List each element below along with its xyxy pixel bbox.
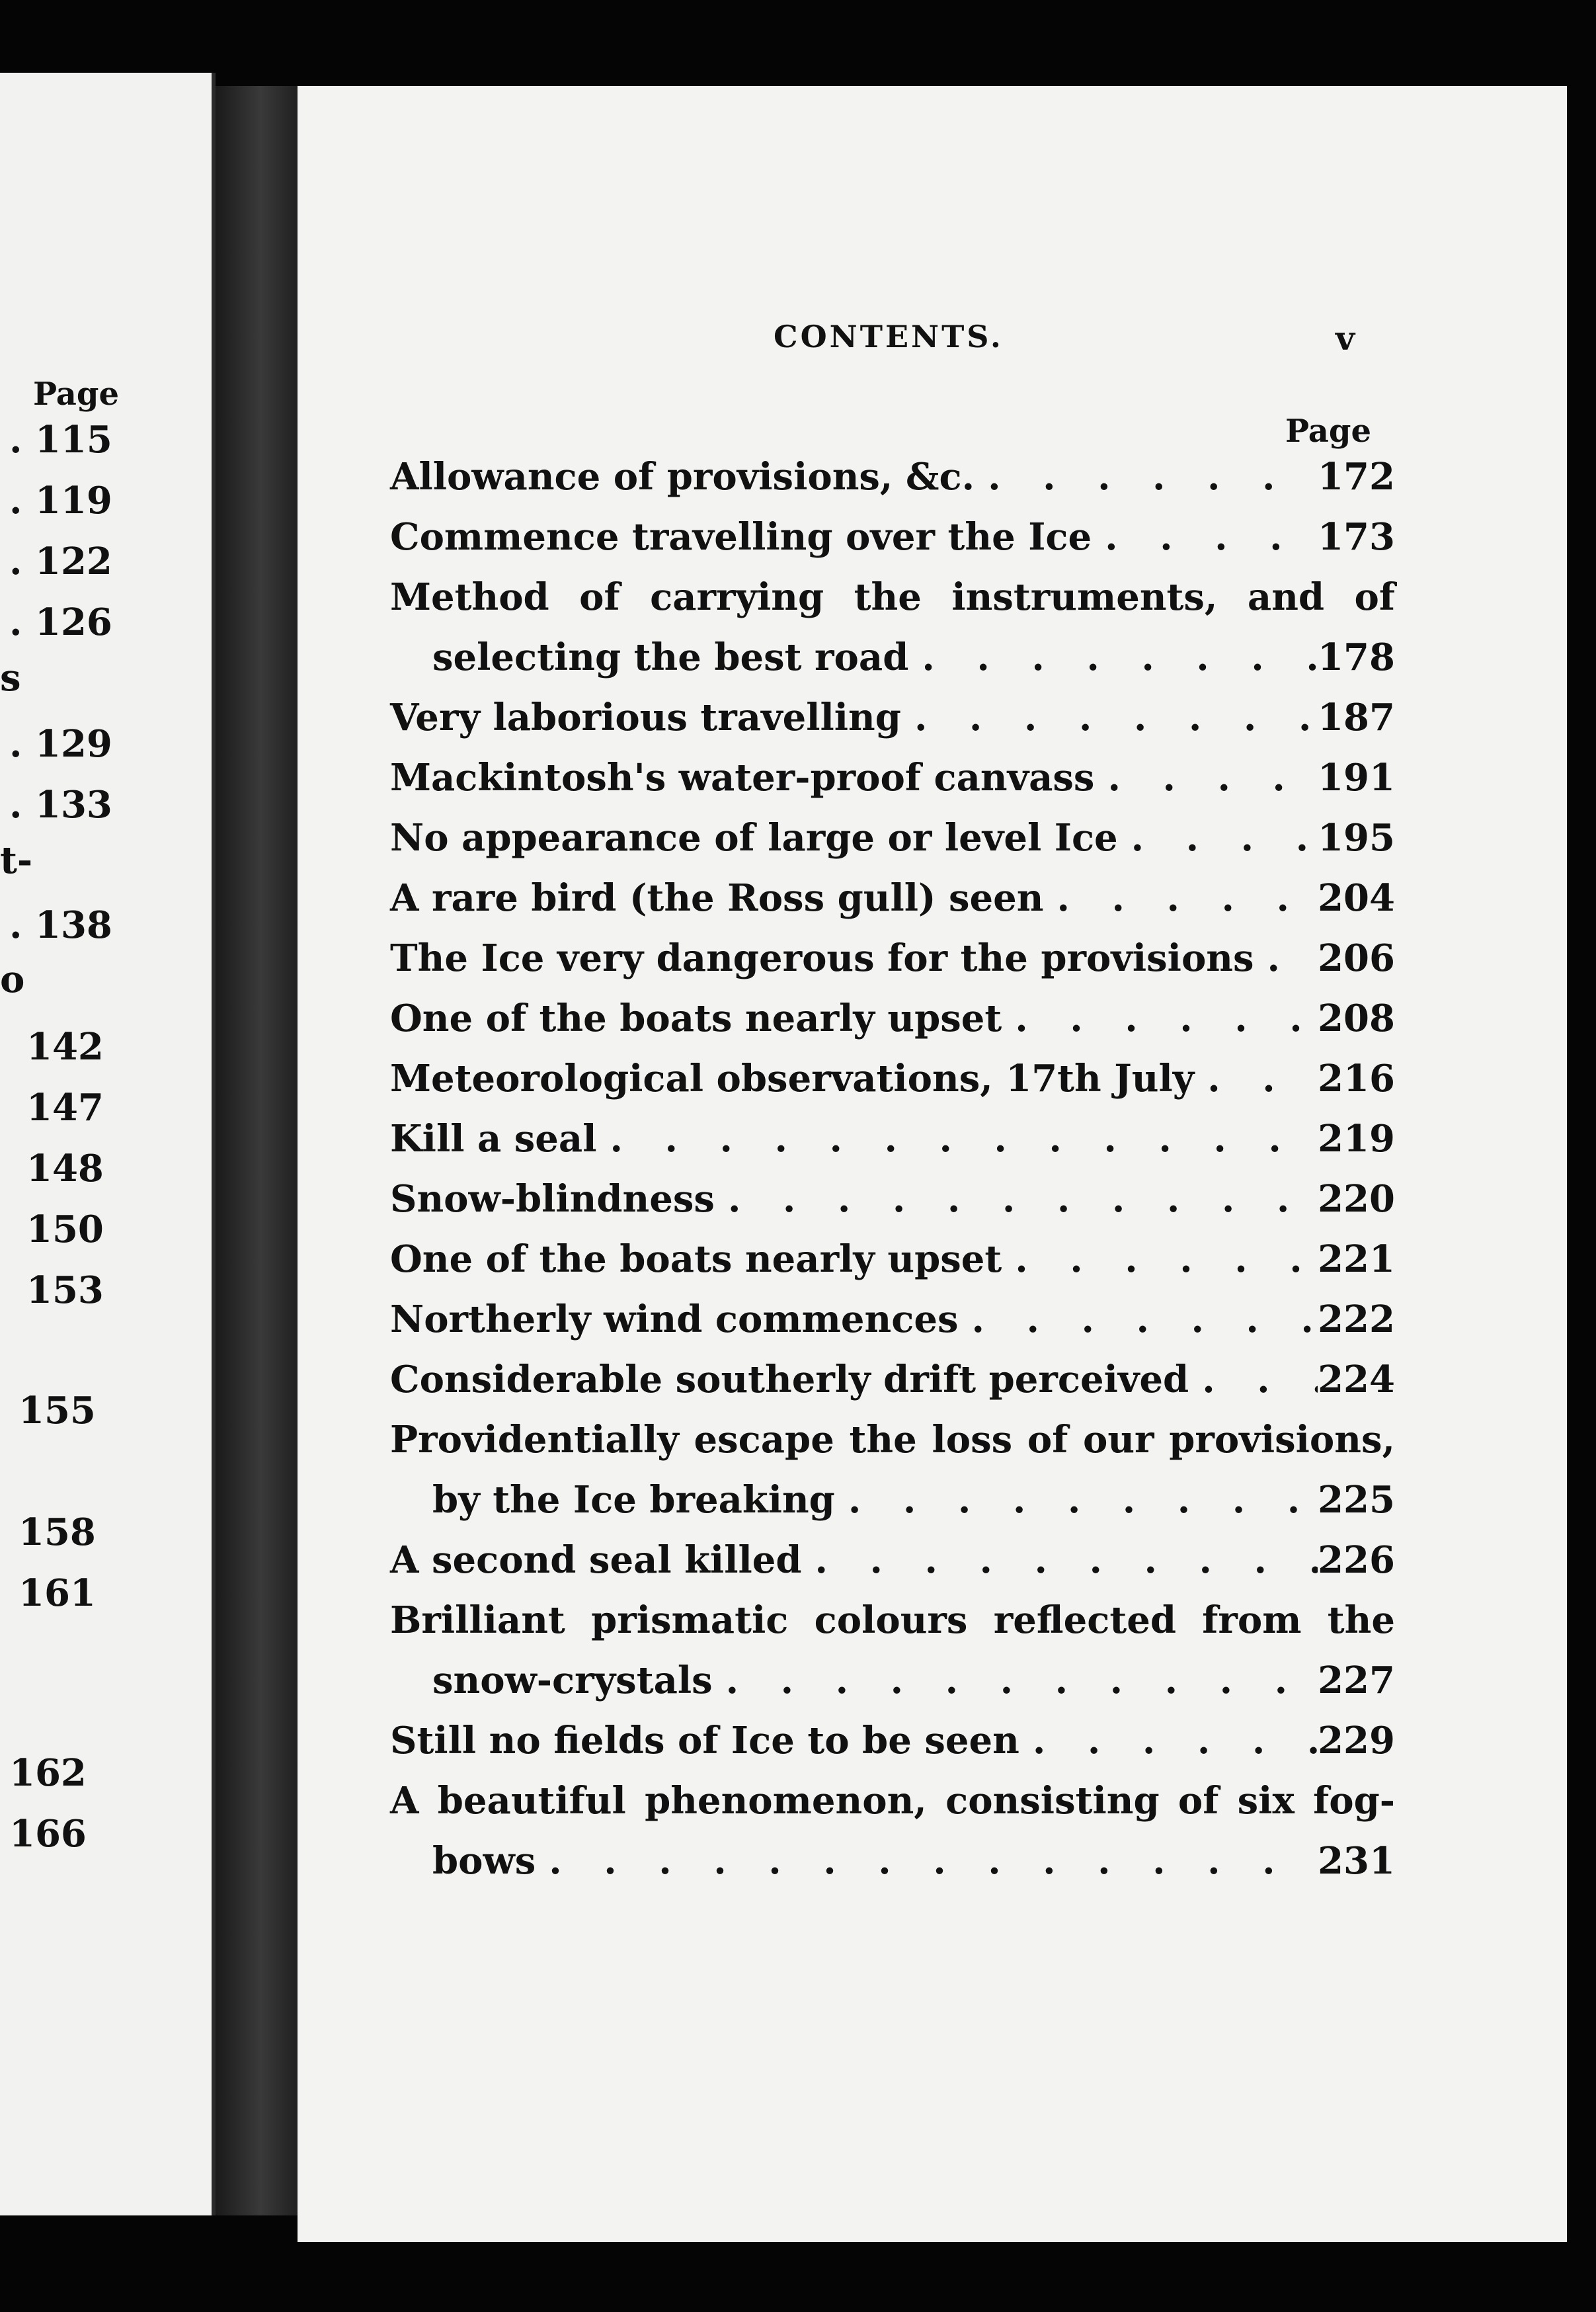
toc-entry: selecting the best road . . . 178 <box>390 628 1395 688</box>
toc-page-number: 220 <box>1318 1177 1395 1221</box>
toc-entry-line: Method of carrying the instruments, and of <box>390 575 1395 619</box>
table-of-contents <box>390 447 1395 1891</box>
left-page-number: 150 <box>26 1208 104 1251</box>
toc-entry: Meteorological observations, 17th July . . . 216 <box>390 1049 1395 1109</box>
toc-entry: One of the boats nearly upset . . . 221 <box>390 1229 1395 1290</box>
toc-page-number: 204 <box>1318 876 1395 920</box>
toc-entry: Commence travelling over the Ice . . . 173 <box>390 507 1395 567</box>
left-page-number: . 119 <box>9 479 112 522</box>
left-page-number: . 115 <box>9 418 112 462</box>
toc-page-number: 222 <box>1318 1298 1395 1341</box>
toc-entry: No appearance of large or level Ice . . . 195 <box>390 808 1395 868</box>
toc-entry: Considerable southerly drift perceived . . . 224 <box>390 1350 1395 1410</box>
toc-entry: snow-crystals . . . 227 <box>390 1651 1395 1711</box>
left-page-number: 166 <box>9 1812 87 1856</box>
left-page-number: 162 <box>9 1751 87 1795</box>
left-page-fragment: s <box>0 656 21 700</box>
toc-entry: by the Ice breaking . . . 225 <box>390 1470 1395 1530</box>
left-page-number: 147 <box>26 1086 104 1130</box>
toc-entry-line: Providentially escape the loss of our provisions, <box>390 1418 1395 1462</box>
toc-entry: Still no fields of Ice to be seen . . . 229 <box>390 1711 1395 1771</box>
toc-page-number: 225 <box>1318 1478 1395 1522</box>
left-page-fragment: t- <box>0 839 33 882</box>
left-page-number: 142 <box>26 1025 104 1069</box>
toc-entry: Northerly wind commences . . . 222 <box>390 1290 1395 1350</box>
left-page-number: 153 <box>26 1268 104 1312</box>
toc-entry: One of the boats nearly upset . . . 208 <box>390 989 1395 1049</box>
page-folio: v <box>1336 319 1355 358</box>
toc-entry: The Ice very dangerous for the provisions . . . 206 <box>390 929 1395 989</box>
toc-page-number: 191 <box>1318 756 1395 800</box>
left-page-number: 148 <box>26 1147 104 1190</box>
toc-page-number: 173 <box>1318 515 1395 559</box>
toc-page-number: 226 <box>1318 1538 1395 1582</box>
toc-page-number: 206 <box>1318 936 1395 980</box>
left-page-label: Page <box>33 376 120 413</box>
toc-page-number: 221 <box>1318 1237 1395 1281</box>
left-page-number: . 126 <box>9 600 112 644</box>
toc-page-number: 187 <box>1318 696 1395 739</box>
toc-entry: Allowance of provisions, &c. . . . 172 <box>390 447 1395 507</box>
left-page-number: . 133 <box>9 783 112 827</box>
previous-page-fragment <box>0 73 216 2215</box>
toc-page-number: 219 <box>1318 1117 1395 1161</box>
toc-entry: Mackintosh's water-proof canvass . . . 191 <box>390 748 1395 808</box>
toc-entry-line: Brilliant prismatic colours reflected from the <box>390 1598 1395 1642</box>
toc-entry: A rare bird (the Ross gull) seen . . . 204 <box>390 868 1395 929</box>
toc-page-number: 195 <box>1318 816 1395 860</box>
left-page-number: . 138 <box>9 903 112 947</box>
running-head: CONTENTS. <box>774 319 1004 354</box>
left-page-number: . 122 <box>9 540 112 583</box>
left-page-number: 155 <box>19 1389 96 1432</box>
left-page-number: . 129 <box>9 722 112 766</box>
left-page-number: 158 <box>19 1510 96 1554</box>
page-column-label: Page <box>1285 413 1372 450</box>
left-page-number: 161 <box>19 1571 96 1615</box>
toc-entry: Kill a seal . . . 219 <box>390 1109 1395 1169</box>
toc-entry: bows . . . 231 <box>390 1831 1395 1891</box>
toc-entry: Very laborious travelling . . . 187 <box>390 688 1395 748</box>
toc-entry: A second seal killed . . . 226 <box>390 1530 1395 1590</box>
toc-page-number: 231 <box>1318 1839 1395 1883</box>
toc-page-number: 172 <box>1318 455 1395 499</box>
toc-page-number: 224 <box>1318 1358 1395 1401</box>
left-page-fragment: o <box>0 958 25 1001</box>
toc-page-number: 229 <box>1318 1719 1395 1762</box>
toc-page-number: 216 <box>1318 1057 1395 1100</box>
toc-entry-line: A beautiful phenomenon, consisting of six fog- <box>390 1779 1395 1823</box>
toc-entry: Snow-blindness . . . 220 <box>390 1169 1395 1229</box>
book-gutter <box>216 86 298 2215</box>
toc-page-number: 208 <box>1318 997 1395 1040</box>
contents-page <box>298 86 1567 2242</box>
toc-page-number: 227 <box>1318 1659 1395 1702</box>
toc-page-number: 178 <box>1318 636 1395 679</box>
